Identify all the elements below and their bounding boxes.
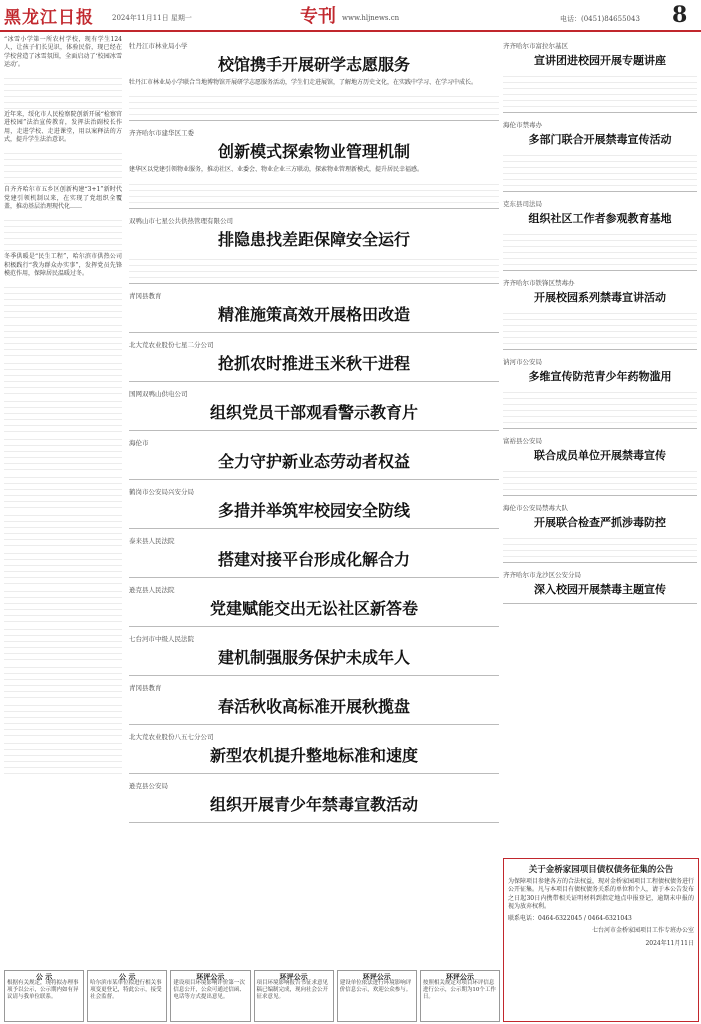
ad-title: 公 示 <box>119 972 136 981</box>
notice-title: 关于金桥家园项目债权债务征集的公告 <box>528 865 674 875</box>
article-headline[interactable]: 创新模式探索物业管理机制 <box>217 142 410 162</box>
article-kicker: 国网双鸭山供电公司 <box>129 389 188 398</box>
text-block <box>4 215 122 251</box>
article-headline[interactable]: 精准施策高效开展格田改造 <box>217 304 410 324</box>
left-column <box>4 36 122 776</box>
article <box>129 335 499 382</box>
text-block <box>503 71 697 107</box>
article-kicker: 齐齐哈尔市铁锋区禁毒办 <box>503 279 575 287</box>
right-column <box>503 36 697 606</box>
article <box>503 194 697 271</box>
article-headline[interactable]: 宣讲团进校园开展专题讲座 <box>534 54 666 67</box>
article <box>129 629 499 676</box>
article-headline[interactable]: 排隐患找差距保障安全运行 <box>217 229 410 249</box>
text-block <box>4 548 122 584</box>
article-kicker: 海伦市 <box>129 438 149 447</box>
article <box>503 273 697 350</box>
article <box>129 123 499 208</box>
ad-body: 建设项目环境影响评价第一次信息公开，公众可通过信函、电话等方式提出意见。 <box>173 980 245 1000</box>
article-headline[interactable]: 搭建对接平台形成化解合力 <box>217 549 410 569</box>
classified-ad <box>337 970 417 1022</box>
section-title: 专刊 <box>300 6 336 27</box>
ad-body: 项目环境影响报告书征求意见稿已编制完成，现向社会公开征求意见。 <box>256 980 329 1000</box>
article-kicker: 海伦市禁毒办 <box>503 121 542 129</box>
text-block <box>4 320 122 356</box>
article-headline[interactable]: 多部门联合开展禁毒宣传活动 <box>528 133 672 146</box>
text-block <box>4 700 122 736</box>
article-headline[interactable]: 多维宣传防范青少年药物滥用 <box>528 370 672 383</box>
text-block <box>4 624 122 660</box>
article <box>503 498 697 563</box>
article <box>129 211 499 284</box>
article-kicker: 富裕县公安局 <box>503 437 542 445</box>
article-headline[interactable]: 春活秋收高标准开展秋揽盘 <box>217 696 410 716</box>
article <box>503 431 697 496</box>
article-headline[interactable]: 党建赋能交出无讼社区新答卷 <box>209 598 418 618</box>
article <box>129 482 499 529</box>
ad-title: 环评公示 <box>279 972 308 981</box>
ad-title: 公 示 <box>35 972 53 981</box>
classified-ad <box>4 970 84 1022</box>
article-headline[interactable]: 校馆携手开展研学志愿服务 <box>217 55 410 74</box>
article-kicker: 讷河市公安局 <box>503 358 542 366</box>
ad-title: 环评公示 <box>196 972 225 981</box>
notice-signer: 七台河市金桥家园项目工作专班办公室 <box>591 927 694 935</box>
article-kicker: 青冈县教育 <box>129 683 162 692</box>
classified-ad <box>87 970 167 1022</box>
public-notice <box>503 858 699 1022</box>
notice-date: 2024年11月11日 <box>645 939 694 947</box>
article-kicker: 齐齐哈尔市龙沙区公安分局 <box>503 571 581 579</box>
ad-body: 哈尔滨市某单位拟进行相关事项变更登记，特此公示，接受社会监督。 <box>90 980 162 1000</box>
article <box>129 286 499 333</box>
text-block <box>129 179 499 203</box>
article-kicker: 海伦市公安局禁毒大队 <box>503 504 568 512</box>
article-kicker: 双鸭山市七星公共供热管理有限公司 <box>129 216 233 225</box>
article-kicker: 齐齐哈尔市富拉尔基区 <box>503 42 568 50</box>
article <box>129 531 499 578</box>
text-block <box>503 533 697 557</box>
text-block <box>4 472 122 508</box>
article <box>129 776 499 823</box>
classified-ad <box>420 970 500 1022</box>
text-block <box>503 466 697 490</box>
article-kicker: 逊克县人民法院 <box>129 585 175 594</box>
article-kicker: 逊克县公安局 <box>129 781 168 790</box>
article-kicker: 牡丹江市林业局小学 <box>129 42 188 50</box>
article <box>129 580 499 627</box>
text-block <box>4 738 122 774</box>
text-block <box>4 282 122 318</box>
article <box>503 36 697 113</box>
article-kicker: 北大荒农业股份八五七分公司 <box>129 732 214 741</box>
article-kicker: 北大荒农业股份七星二分公司 <box>129 340 214 349</box>
article <box>503 115 697 192</box>
article-headline[interactable]: 组织开展青少年禁毒宣教活动 <box>209 794 418 814</box>
text-block <box>129 254 499 278</box>
paragraph: 自齐齐哈尔市五乡区创新构建“3+1”新时代党建引领机制以来，在实现了党组织全覆盖，推动基层治理现代化…… <box>4 186 122 210</box>
article <box>129 678 499 725</box>
article <box>129 433 499 480</box>
text-block <box>129 91 499 115</box>
ad-title: 环评公示 <box>445 972 474 981</box>
article-kicker: 青冈县教育 <box>129 291 162 300</box>
article-kicker: 齐齐哈尔市建华区工委 <box>129 129 194 138</box>
issue-date: 2024年11月11日 星期一 <box>112 14 192 22</box>
article-headline[interactable]: 组织党员干部观看警示教育片 <box>209 402 418 422</box>
article-headline[interactable]: 全力守护新业态劳动者权益 <box>217 451 410 471</box>
article-headline[interactable]: 开展联合检查严抓涉毒防控 <box>534 516 666 529</box>
phone-number: 电话：(0451)84655043 <box>560 15 640 23</box>
article-headline[interactable]: 新型农机提升整地标准和速度 <box>209 745 418 765</box>
article-headline[interactable]: 开展校园系列禁毒宣讲活动 <box>534 291 666 304</box>
notice-body: 为保障项目参建各方的合法权益，现对金桥家园项目工程债权债务进行公开征集。凡与本项目有债权债务关系的单位和个人，请于本公告发布之日起30日内携带相关证明材料到指定地点申报登记，逾期未申报的视为放弃权利。 <box>508 878 695 910</box>
article-headline[interactable]: 多措并举筑牢校园安全防线 <box>217 500 410 520</box>
text-block <box>4 510 122 546</box>
text-block <box>4 586 122 622</box>
notice-contact: 联系电话：0464-6322045 / 0464-6321043 <box>508 915 632 923</box>
paragraph: “冰雪小学第一所农村学校，现有学生124人，让孩子们长见识，体验民俗，现已经在学校营造了冰雪氛围，全面启动了‘校园冰雪运动’。 <box>4 36 122 68</box>
text-block <box>4 148 122 184</box>
masthead <box>0 0 701 32</box>
text-block <box>503 229 697 265</box>
article-kicker: 鹤岗市公安局兴安分局 <box>129 487 194 496</box>
article <box>129 36 499 121</box>
center-column <box>129 36 499 825</box>
page-number: 8 <box>672 2 688 28</box>
newspaper-logo: 黑龙江日报 <box>4 8 94 28</box>
article-kicker: 克东县司法局 <box>503 200 542 208</box>
ad-body: 按照相关规定对项目环评信息进行公示，公示期为10个工作日。 <box>422 980 496 1000</box>
text-block <box>4 434 122 470</box>
article <box>503 565 697 604</box>
article-kicker: 七台河市中级人民法院 <box>129 634 194 643</box>
ad-body: 根据有关规定，现将拟办理事项予以公示，公示期内如有异议请与我单位联系。 <box>7 980 79 1000</box>
text-block <box>4 662 122 698</box>
article-body: 建华区以党建引领物业服务，推动社区、业委会、物业企业三方联动，探索物业管理新模式，提升居民幸福感。 <box>129 166 424 174</box>
article-headline[interactable]: 抢抓农时推进玉米秋干进程 <box>217 353 410 373</box>
paragraph: 冬季供暖是“民生工程”，哈尔滨市供热公司积极践行“我为群众办实事”，发挥党员先锋模范作用，保障居民温暖过冬。 <box>4 253 122 277</box>
article-headline[interactable]: 深入校园开展禁毒主题宣传 <box>534 583 666 596</box>
article <box>129 727 499 774</box>
text-block <box>4 73 122 109</box>
classified-ad <box>170 970 250 1022</box>
ad-body: 建设单位依法进行环境影响评价信息公示，欢迎公众参与。 <box>339 980 412 993</box>
article <box>129 384 499 431</box>
paragraph: 近年来，绥化市人民检察院创新开展“检察官进校园”法治宣传教育，发挥法治副校长作用，走进学校、走进课堂，用以案释法的方式，提升学生法治意识。 <box>4 111 122 144</box>
article-kicker: 泰来县人民法院 <box>129 536 175 545</box>
article <box>503 352 697 429</box>
text-block <box>4 396 122 432</box>
text-block <box>503 308 697 344</box>
ad-title: 环评公示 <box>362 972 391 981</box>
article-headline[interactable]: 建机制强服务保护未成年人 <box>217 647 410 667</box>
classified-ads <box>4 970 500 1022</box>
article-body: 牡丹江市林业局小学联合当地博物馆开展研学志愿服务活动，学生们走进展馆，了解地方历史文化，在实践中学习、在学习中成长。 <box>129 79 478 86</box>
text-block <box>4 358 122 394</box>
text-block <box>503 150 697 186</box>
website-url[interactable]: www.hljnews.cn <box>342 14 400 22</box>
text-block <box>503 387 697 423</box>
article-headline[interactable]: 组织社区工作者参观教育基地 <box>528 212 672 225</box>
article-headline[interactable]: 联合成员单位开展禁毒宣传 <box>534 449 666 462</box>
classified-ad <box>254 970 334 1022</box>
